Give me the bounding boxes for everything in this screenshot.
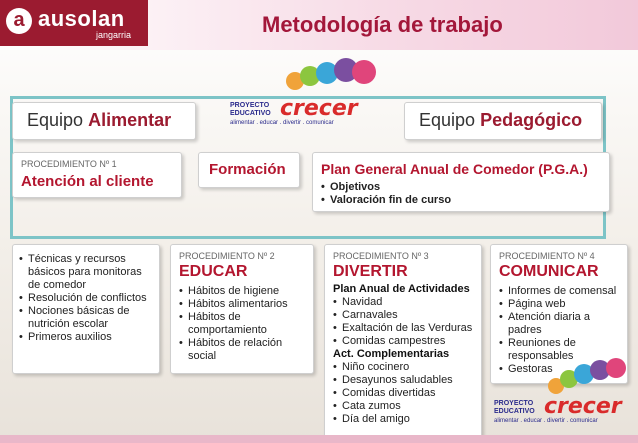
col4-title: COMUNICAR <box>499 263 599 280</box>
col2-list <box>179 285 307 363</box>
connector-mid <box>10 236 606 239</box>
pga-title: Plan General Anual de Comedor (P.G.A.) <box>321 161 588 177</box>
col3-box <box>324 244 482 440</box>
col3-item2: • Niño cocinero <box>333 361 479 374</box>
col1-box <box>12 244 160 374</box>
crecer-word: crecer <box>544 394 622 419</box>
col3-content <box>333 283 479 426</box>
col2-item: • Hábitos alimentarios <box>179 298 307 311</box>
dot-pink <box>352 60 376 84</box>
col1-item: • Nociones básicas de nutrición escolar <box>19 305 155 331</box>
col3-item2: • Día del amigo <box>333 413 479 426</box>
col3-sub1: Plan Anual de Actividades <box>333 283 470 295</box>
col4-item: • Atención diaria a padres <box>499 311 623 337</box>
decorative-dots-bottom <box>548 358 628 398</box>
header-bar <box>0 0 638 50</box>
col4-item: • Gestoras <box>499 363 623 376</box>
col3-sub2: Act. Complementarias <box>333 348 450 360</box>
dot-pink <box>606 358 626 378</box>
equipo-pedagogico-box <box>404 102 602 140</box>
ausolan-logo <box>0 0 148 46</box>
crecer-tagline: alimentar . educar . divertir . comunicar <box>230 120 334 126</box>
col4-label: PROCEDIMIENTO Nº 4 <box>499 251 595 261</box>
col3-list1 <box>333 296 479 348</box>
decorative-dots-top <box>286 58 376 98</box>
equipo-alimentar-box <box>12 102 196 140</box>
crecer-line1: PROYECTO <box>230 102 270 109</box>
bottom-pink-bar <box>0 435 638 443</box>
col3-label: PROCEDIMIENTO Nº 3 <box>333 251 429 261</box>
col3-item1: • Carnavales <box>333 309 479 322</box>
col3-item1: • Navidad <box>333 296 479 309</box>
proc1-title: Atención al cliente <box>21 173 154 190</box>
col2-label: PROCEDIMIENTO Nº 2 <box>179 251 275 261</box>
brand-name: ausolan <box>38 6 125 31</box>
formacion-box <box>198 152 300 188</box>
col4-item: • Informes de comensal <box>499 285 623 298</box>
col1-item: • Resolución de conflictos <box>19 292 155 305</box>
formacion-title: Formación <box>209 161 286 178</box>
proc1-box <box>12 152 182 198</box>
team-left-prefix: Equipo <box>27 110 84 130</box>
crecer-line2: EDUCATIVO <box>494 408 535 415</box>
col3-item2: • Cata zumos <box>333 400 479 413</box>
crecer-line1: PROYECTO <box>494 400 534 407</box>
crecer-logo-bottom <box>494 394 634 432</box>
col3-title: DIVERTIR <box>333 263 408 280</box>
team-right-prefix: Equipo <box>419 110 476 130</box>
col2-item: • Hábitos de higiene <box>179 285 307 298</box>
col1-list <box>19 253 155 344</box>
col1-item: • Primeros auxilios <box>19 331 155 344</box>
crecer-line2: EDUCATIVO <box>230 110 271 117</box>
proc1-label: PROCEDIMIENTO Nº 1 <box>21 159 117 169</box>
col2-box <box>170 244 314 374</box>
team-right-bold: Pedagógico <box>480 110 583 130</box>
col3-item2: • Comidas divertidas <box>333 387 479 400</box>
crecer-logo-top <box>230 96 380 130</box>
col2-item: • Hábitos de comportamiento <box>179 311 307 337</box>
logo-a-icon: a <box>6 8 32 34</box>
col2-title: EDUCAR <box>179 263 248 280</box>
col3-item1: • Comidas campestres <box>333 335 479 348</box>
pga-box <box>312 152 610 212</box>
crecer-word: crecer <box>280 96 358 121</box>
col4-item: • Reuniones de responsables <box>499 337 623 363</box>
pga-item: • Valoración fin de curso <box>321 194 451 207</box>
col3-item2: • Desayunos saludables <box>333 374 479 387</box>
page-title: Metodología de trabajo <box>262 12 503 37</box>
col3-list2 <box>333 361 479 426</box>
brand-subtitle: jangarria <box>96 30 132 40</box>
col4-item: • Página web <box>499 298 623 311</box>
pga-item: • Objetivos <box>321 181 451 194</box>
col2-item: • Hábitos de relación social <box>179 337 307 363</box>
team-left-bold: Alimentar <box>88 110 172 130</box>
col1-item: • Técnicas y recursos básicos para monitoras de comedor <box>19 253 155 292</box>
col3-item1: • Exaltación de las Verduras <box>333 322 479 335</box>
pga-list <box>321 181 451 207</box>
crecer-tagline: alimentar . educar . divertir . comunicar <box>494 418 598 424</box>
